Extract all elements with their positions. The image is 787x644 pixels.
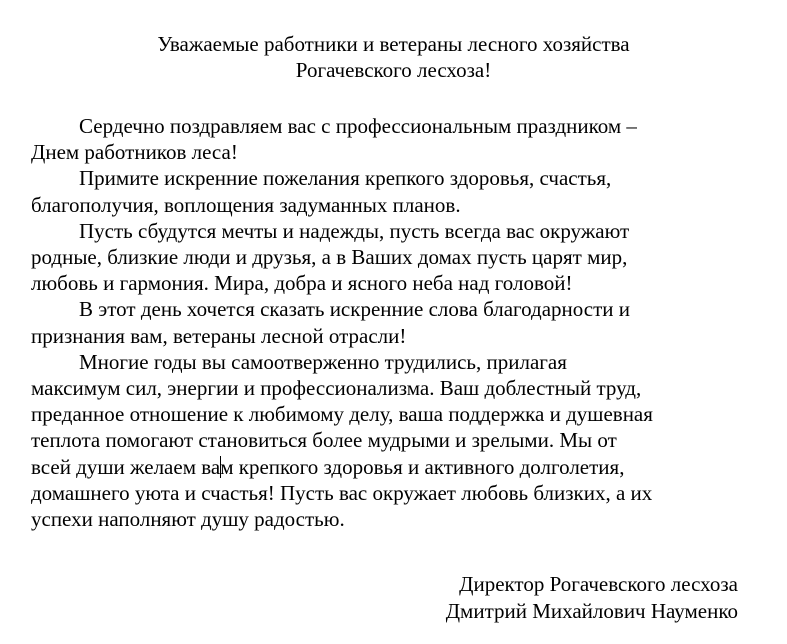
paragraph-4-line-2: признания вам, ветераны лесной отрасли! — [31, 323, 407, 348]
paragraph-5-line-5-after-caret: м крепкого здоровья и активного долголетия, — [220, 454, 625, 479]
signature-title: Директор Рогачевского лесхоза — [459, 572, 738, 596]
paragraph-3-line-2: родные, близкие люди и друзья, а в Ваших домах пусть царят мир, — [31, 245, 628, 270]
document-heading — [0, 31, 787, 83]
paragraph-5-line-2: максимум сил, энергии и профессионализма. Ваш доблестный труд, — [31, 376, 642, 401]
paragraph-5-line-3: преданное отношение к любимому делу, ваша поддержка и душевная — [31, 402, 653, 427]
paragraph-1-line-1: Сердечно поздравляем вас с профессиональным праздником – — [79, 114, 637, 138]
heading-line-2: Рогачевского лесхоза! — [295, 58, 492, 82]
signature-name: Дмитрий Михайлович Науменко — [445, 599, 738, 623]
paragraph-2-line-1: Примите искренние пожелания крепкого здоровья, счастья, — [79, 166, 612, 191]
paragraph-5-line-5 — [31, 454, 733, 480]
paragraph-5-line-4: теплота помогают становиться более мудрыми и зрелыми. Мы от — [31, 428, 617, 453]
signature-block — [446, 571, 738, 625]
paragraph-5-line-6: домашнего уюта и счастья! Пусть вас окружает любовь близких, а их — [31, 480, 653, 505]
paragraph-3-line-1: Пусть сбудутся мечты и надежды, пусть всегда вас окружают — [79, 218, 630, 243]
paragraph-5-line-7: успехи наполняют душу радостью. — [31, 507, 345, 532]
paragraph-4-line-1: В этот день хочется сказать искренние слова благодарности и — [79, 297, 631, 322]
paragraph-1-line-2: Днем работников леса! — [31, 140, 238, 165]
paragraph-5-line-5-before-caret: всей души желаем ва — [31, 454, 221, 479]
document-body[interactable] — [31, 113, 733, 532]
paragraph-5-line-1: Многие годы вы самоотверженно трудились, прилагая — [79, 349, 567, 374]
paragraph-3-line-3: любовь и гармония. Мира, добра и ясного неба над головой! — [31, 271, 573, 296]
paragraph-2-line-2: благополучия, воплощения задуманных планов. — [31, 192, 461, 217]
heading-line-1: Уважаемые работники и ветераны лесного хозяйства — [157, 32, 630, 56]
